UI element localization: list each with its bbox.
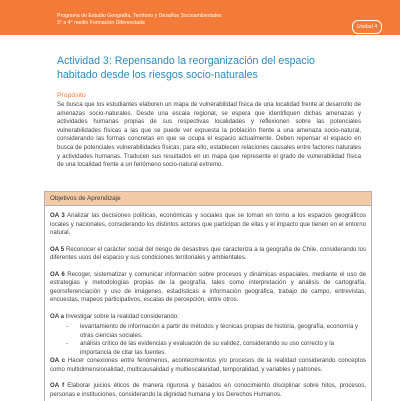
objectives-body	[45, 206, 371, 399]
oa5-code: OA 5	[50, 245, 65, 253]
purpose-text: Se busca que los estudiantes elaboren un mapa de vulnerabilidad física de una localidad frente al desarrollo de amenazas socio-naturales. Desde una escala regional, se espera que identifiquen dichas amenazas y actividades humanas propias de sus respectivas localidades y reflexionen sobre las potenciales vulnerabilidades físicas a las que se puede ver expuesta la población frente a una amenaza socio-natural, considerando las formas concretas en que se ocupa el espacio actualmente. Deben repensar el espacio en busca de potenciales vulnerabilidades físicas; para ello, establecen relaciones causales entre factores naturales y actividades humanas. Traducen sus resultados en un mapa que represente el grado de vulnerabilidad física de una localidad frente a un fenómeno socio-natural extremo.	[57, 101, 361, 169]
oa6-code: OA 6	[50, 270, 65, 278]
objective-oaa	[50, 313, 366, 322]
unit-badge: Unidad 4	[352, 20, 382, 34]
oaf-text: Elaborar juicios éticos de manera rigurosa y basados en conocimiento disciplinar sobre hitos, procesos, personas e instituciones, considerando la dignidad humana y los Derechos Humanos.	[50, 382, 366, 398]
objective-oa5	[50, 246, 366, 263]
program-header	[0, 0, 400, 35]
oa3-text: Analizar las decisiones políticas, económicas y sociales que se toman en torno a los espacios geográficos locales y nacionales, considerando los distintos actores que participan de ellas y el impacto que tienen en el entorno natural.	[50, 212, 366, 236]
program-title: Programa de Estudio Geografía, Territorio y Desafíos Socioambientales	[57, 13, 222, 19]
oac-text: Hacer conexiones entre fenómenos, acontecimientos y/o procesos de la realidad considerando conceptos como multidimensionalidad, multicausalidad y multiescalaridad, temporalidad, y variables y patrones.	[50, 357, 367, 373]
oaa-bullet: - levantamiento de información a partir de métodos y técnicas propias de historia, geografía, economía y otras ciencias sociales.	[50, 323, 366, 340]
objective-oac	[50, 357, 366, 374]
oaf-code: OA f	[50, 382, 65, 389]
objective-oa3	[50, 212, 366, 238]
objective-oa6	[50, 271, 366, 305]
oac-code: OA c	[50, 357, 66, 364]
oaa-code: OA a	[50, 312, 64, 320]
oaa-text: Investigar sobre la realidad considerando:	[64, 312, 179, 320]
activity-title: Actividad 3: Repensando la reorganización del espacio habitado desde los riesgos socio-naturales	[57, 55, 315, 81]
objective-oaf	[50, 382, 366, 399]
purpose-heading: Propósito	[57, 92, 86, 99]
oa6-text: Recoger, sistematizar y comunicar información sobre procesos y dinámicas espaciales, mediante el uso de estrategias y metodologías propias de la geografía, tales como interpretación y análisis de cartografía, georreferenciación y uso de imágenes, estadísticas e información geográfica, trabajo de campo, entrevistas, encuestas, mapeos participativos, escalas de percepción, entre otros.	[50, 270, 367, 303]
oaa-bullet: - análisis crítico de las evidencias y evaluación de su validez, considerando su uso correcto y la importancia de citar las fuentes.	[50, 340, 366, 357]
objectives-heading: Objetivos de Aprendizaje	[45, 192, 371, 206]
program-level: 3° a 4° medio Formación Diferenciada	[57, 19, 145, 26]
oaa-bullet-list	[50, 323, 366, 357]
program-info	[57, 13, 277, 26]
oa5-text: Reconocer el carácter social del riesgo de desastres que caracteriza a la geografía de Chile, considerando los diferentes usos del espacio y sus condiciones territoriales y ambientales.	[50, 245, 367, 261]
oa3-code: OA 3	[50, 212, 65, 219]
learning-objectives-box	[44, 191, 372, 401]
